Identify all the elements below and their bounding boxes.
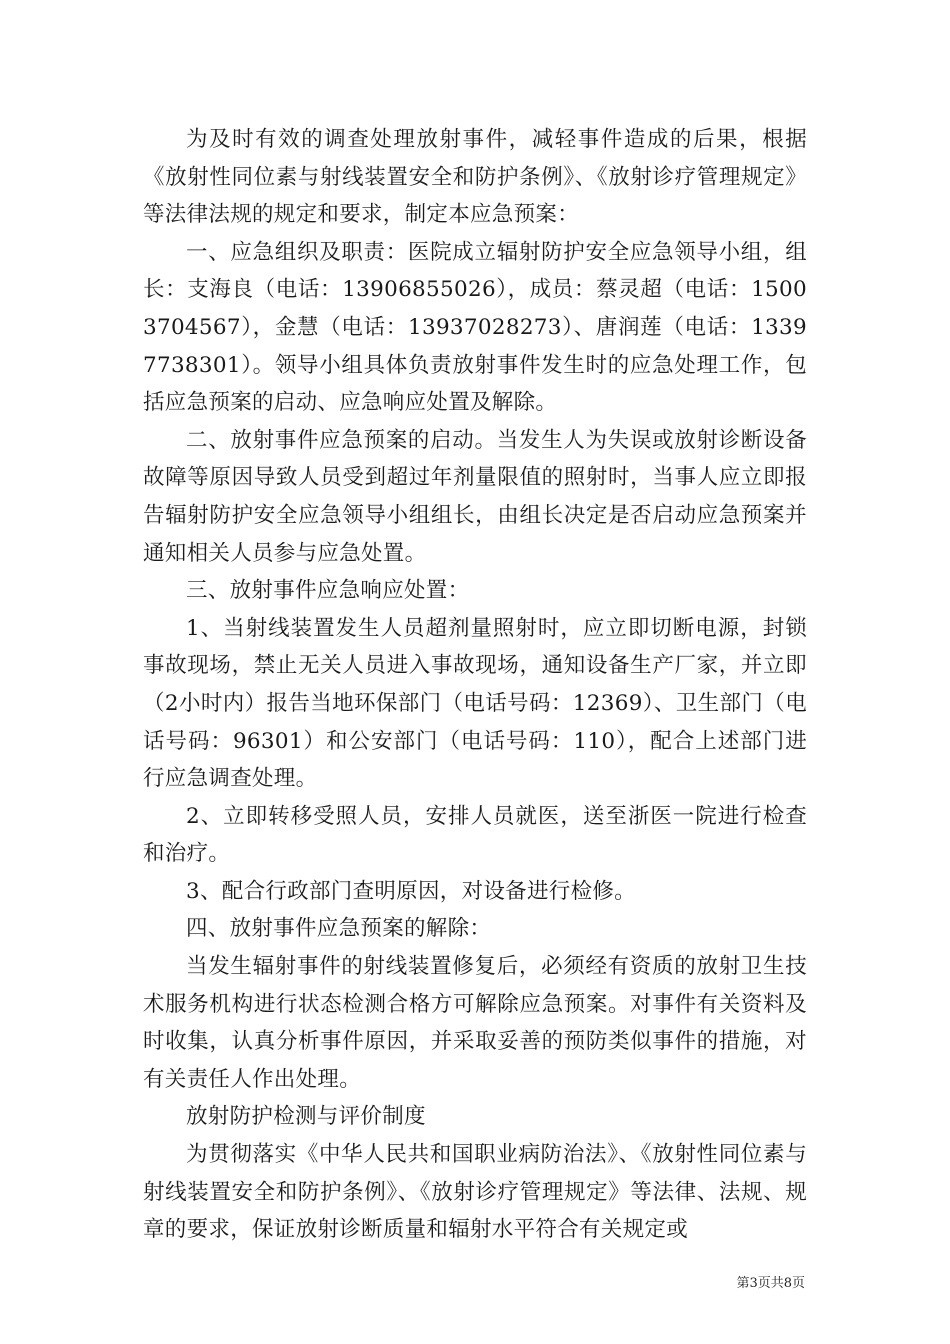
section-2-activation-paragraph: 二、放射事件应急预案的启动。当发生人为失误或放射诊断设备故障等原因导致人员受到超过年剂量限值的照射时，当事人应立即报告辐射防护安全应急领导小组组长，由组长决定是否启动应急预案并通知相关人员参与应急处置。 [143, 427, 807, 566]
section-3-item-3: 3、配合行政部门查明原因，对设备进行检修。 [186, 878, 636, 904]
document-body [143, 121, 807, 1249]
new-section-title: 放射防护检测与评价制度 [186, 1104, 426, 1130]
section-3-item-1: 1、当射线装置发生人员超剂量照射时，应立即切断电源，封锁事故现场，禁止无关人员进入事故现场，通知设备生产厂家，并立即（2小时内）报告当地环保部门（电话号码：12369）、卫生部门（电话号码：96301）和公安部门（电话号码：110），配合上述部门进行应急调查处理。 [143, 615, 807, 792]
section-3-heading: 三、放射事件应急响应处置： [186, 578, 470, 604]
intro-paragraph: 为及时有效的调查处理放射事件，减轻事件造成的后果，根据《放射性同位素与射线装置安全和防护条例》、《放射诊疗管理规定》等法律法规的规定和要求，制定本应急预案： [143, 127, 807, 228]
section-1-organization-paragraph: 一、应急组织及职责：医院成立辐射防护安全应急领导小组，组长：支海良（电话：13906855026），成员：蔡灵超（电话：15003704567），金慧（电话：13937028273）、唐润莲（电话：13397738301）。领导小组具体负责放射事件发生时的应急处理工作，包括应急预案的启动、应急响应处置及解除。 [143, 239, 807, 416]
new-section-paragraph: 为贯彻落实《中华人民共和国职业病防治法》、《放射性同位素与射线装置安全和防护条例》、《放射诊疗管理规定》等法律、法规、规章的要求，保证放射诊断质量和辐射水平符合有关规定或 [143, 1142, 807, 1243]
section-4-paragraph: 当发生辐射事件的射线装置修复后，必须经有资质的放射卫生技术服务机构进行状态检测合格方可解除应急预案。对事件有关资料及时收集，认真分析事件原因，并采取妥善的预防类似事件的措施，对有关责任人作出处理。 [143, 954, 807, 1092]
section-3-item-2: 2、立即转移受照人员，安排人员就医，送至浙医一院进行检查和治疗。 [143, 803, 807, 867]
section-4-heading: 四、放射事件应急预案的解除： [186, 916, 492, 942]
page-number-footer: 第3页共8页 [736, 1276, 805, 1291]
